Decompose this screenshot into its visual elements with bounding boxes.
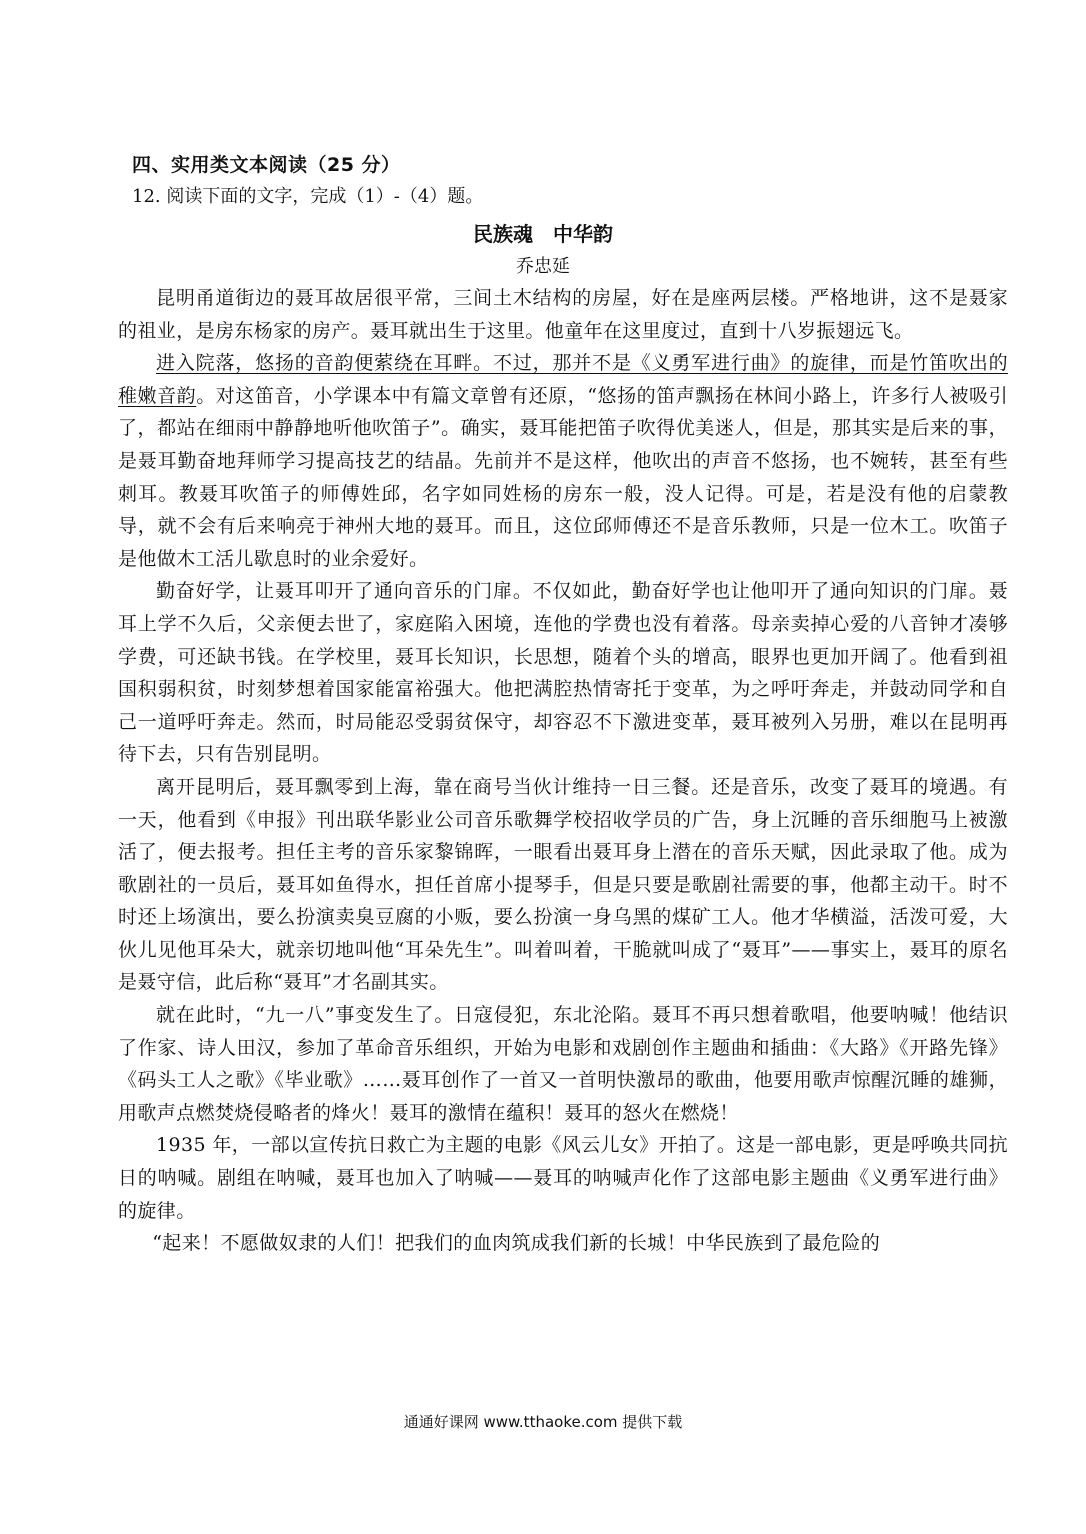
question-instruction: 12. 阅读下面的文字，完成（1）-（4）题。: [132, 186, 484, 207]
article-author: 乔忠延: [516, 256, 570, 277]
paragraph-4: 离开昆明后，聂耳飘零到上海，靠在商号当伙计维持一日三餐。还是音乐，改变了聂耳的境遇。有一天，他看到《申报》刊出联华影业公司音乐歌舞学校招收学员的广告，身上沉睡的音乐细胞马上被激活了，便去报考。担任主考的音乐家黎锦晖，一眼看出聂耳身上潜在的音乐天赋，因此录取了他。成为歌剧社的一员后，聂耳如鱼得水，担任首席小提琴手，但是只要是歌剧社需要的事，他都主动干。时不时还上场演出，要么扮演卖臭豆腐的小贩，要么扮演一身乌黑的煤矿工人。他才华横溢，活泼可爱，大伙儿见他耳朵大，就亲切地叫他“耳朵先生”。叫着叫着，干脆就叫成了“聂耳”——事实上，聂耳的原名是聂守信，此后称“聂耳”才名副其实。: [118, 775, 1008, 994]
lyrics-quote: “起来！不愿做奴隶的人们！把我们的血肉筑成我们新的长城！中华民族到了最危险的: [152, 1232, 881, 1255]
article-title: 民族魂 中华韵: [473, 222, 613, 246]
paragraph-5: 就在此时，“九一八”事变发生了。日寇侵犯，东北沦陷。聂耳不再只想着歌唱，他要呐喊！他结识了作家、诗人田汉，参加了革命音乐组织，开始为电影和戏剧创作主题曲和插曲：《大路》《开路先锋》《码头工人之歌》《毕业歌》……聂耳创作了一首又一首明快激昂的歌曲，他要用歌声惊醒沉睡的雄狮，用歌声点燃焚烧侵略者的烽火！聂耳的激情在蕴积！聂耳的怒火在燃烧！: [118, 1004, 1008, 1124]
paragraph-2: [118, 347, 1008, 575]
article-body: [118, 282, 1008, 1260]
paragraph-1: 昆明甬道街边的聂耳故居很平常，三间土木结构的房屋，好在是座两层楼。严格地讲，这不是聂家的祖业，是房东杨家的房产。聂耳就出生于这里。他童年在这里度过，直到十八岁振翅远飞。: [118, 287, 1008, 342]
section-title: 四、实用类文本阅读（25 分）: [132, 154, 401, 176]
paragraph-2-rest: 。对这笛音，小学课本中有篇文章曾有还原，“悠扬的笛声飘扬在林间小路上，许多行人被吸引了，都站在细雨中静静地听他吹笛子”。确实，聂耳能把笛子吹得优美迷人，但是，那其实是后来的事，是聂耳勤奋地拜师学习提高技艺的结晶。先前并不是这样，他吹出的声音不悠扬，也不婉转，甚至有些刺耳。教聂耳吹笛子的师傅姓邱，名字如同姓杨的房东一般，没人记得。可是，若是没有他的启蒙教导，就不会有后来响亮于神州大地的聂耳。而且，这位邱师傅还不是音乐教师，只是一位木工。吹笛子是他做木工活儿歇息时的业余爱好。: [118, 384, 1008, 570]
paragraph-6: 1935 年，一部以宣传抗日救亡为主题的电影《风云儿女》开拍了。这是一部电影，更是呼唤共同抗日的呐喊。剧组在呐喊，聂耳也加入了呐喊——聂耳的呐喊声化作了这部电影主题曲《义勇军进行曲》的旋律。: [118, 1134, 1008, 1222]
paragraph-3: 勤奋好学，让聂耳叩开了通向音乐的门扉。不仅如此，勤奋好学也让他叩开了通向知识的门扉。聂耳上学不久后，父亲便去世了，家庭陷入困境，连他的学费也没有着落。母亲卖掉心爱的八音钟才凑够学费，可还缺书钱。在学校里，聂耳长知识，长思想，随着个头的增高，眼界也更加开阔了。他看到祖国积弱积贫，时刻梦想着国家能富裕强大。他把满腔热情寄托于变革，为之呼吁奔走，并鼓动同学和自己一道呼吁奔走。然而，时局能忍受弱贫保守，却容忍不下激进变革，聂耳被列入另册，难以在昆明再待下去，只有告别昆明。: [118, 580, 1008, 766]
footer-credit: 通通好课网 www.tthaoke.com 提供下载: [403, 1413, 683, 1431]
underlined-sentence: 进入院落，悠扬的音韵便萦绕在耳畔。不过，那并不是《义勇军进行曲》的旋律，而是竹笛吹出的稚嫩音韵: [118, 352, 1008, 407]
